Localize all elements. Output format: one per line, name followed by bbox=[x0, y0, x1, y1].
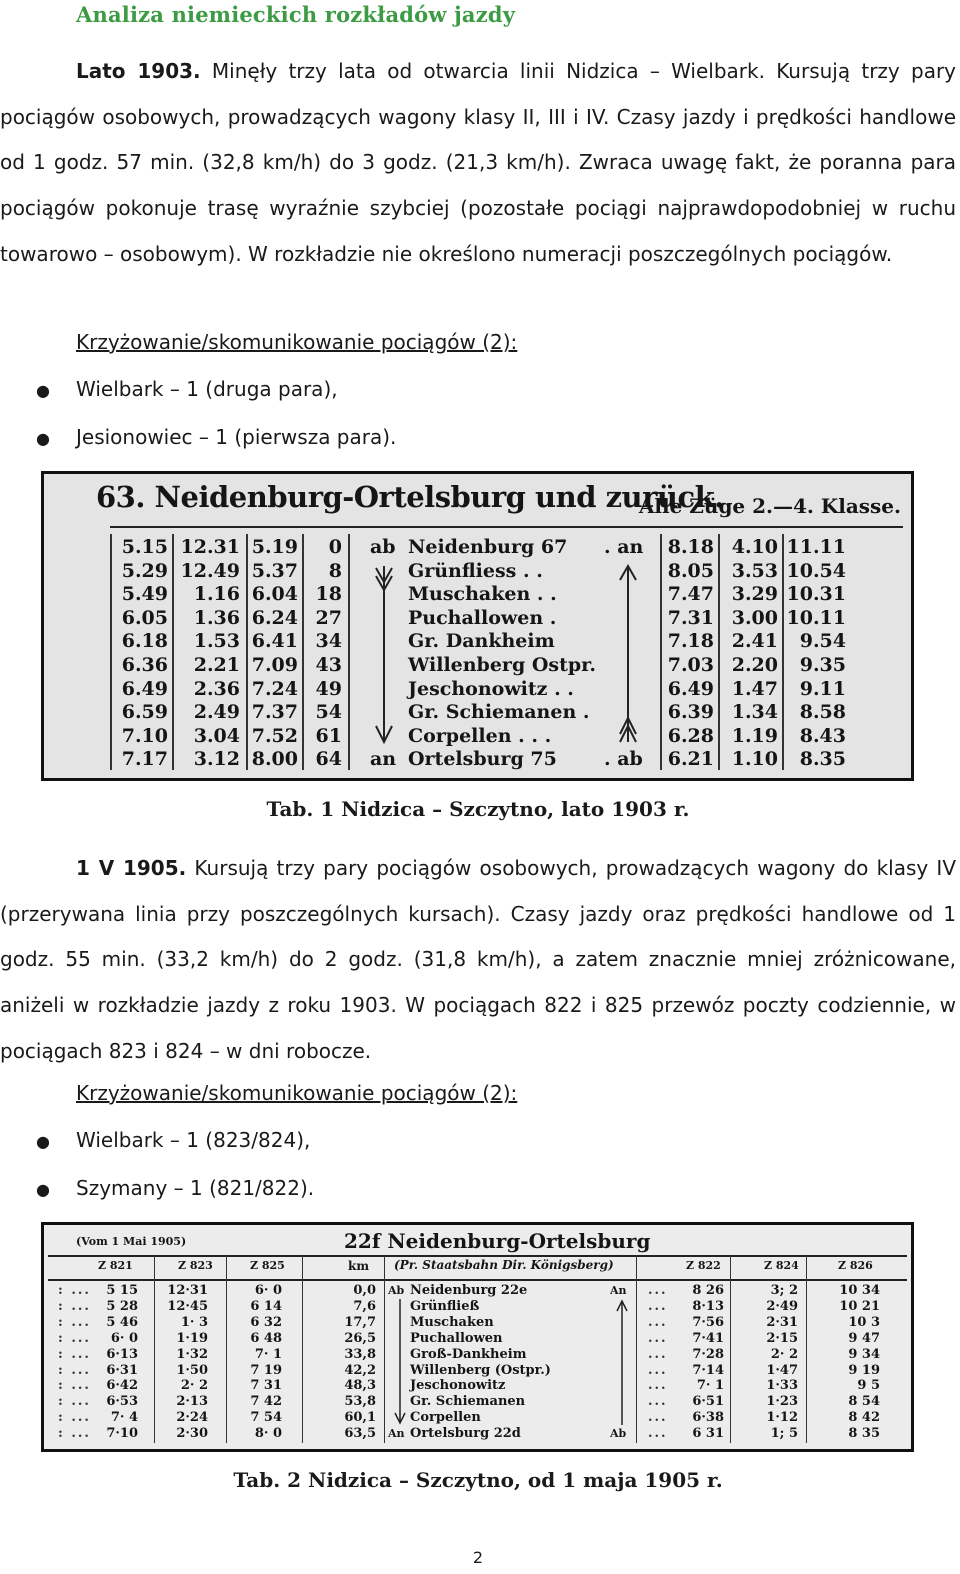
timetable-cell: 7·41 bbox=[692, 1330, 724, 1346]
timetable-cell: 7.10 bbox=[121, 724, 168, 747]
timetable-cell: Willenberg Ostpr. bbox=[408, 653, 597, 676]
bullet-icon: ● bbox=[36, 1180, 50, 1199]
timetable-cell: 7.17 bbox=[121, 748, 168, 771]
timetable-cell: 10 34 bbox=[839, 1283, 880, 1298]
timetable-cell: 1·19 bbox=[176, 1330, 208, 1346]
timetable-cell: 9.35 bbox=[799, 653, 846, 676]
timetable-cell: 7 31 bbox=[250, 1378, 282, 1394]
km-column bbox=[340, 1283, 376, 1442]
timetable-cell: 2·49 bbox=[766, 1298, 798, 1314]
timetable-cell: 1; 5 bbox=[770, 1426, 798, 1442]
paragraph-text: Minęły trzy lata od otwarcia linii Nidzica – Wielbark. Kursują trzy pary pociągów osobowych, prowadzących wagony klasy II, III i IV. Czasy jazdy i prędkości handlowe od 1 godz. 57 min. (32,8 km/h) do 3 godz. (21,3 km/h). Zwraca uwagę fakt, że poranna para pociągów pokonuje trasę wyraźnie szybciej (pozostałe pociągi najprawdopodobniej w ruchu towarowo – osobowym). W rozkładzie nie określono numeracji poszczególnych pociągów. bbox=[0, 59, 957, 266]
station-names bbox=[408, 536, 596, 772]
timetable-cell: 10.11 bbox=[786, 606, 846, 629]
timetable-cell: 5.15 bbox=[121, 536, 168, 558]
ab-marker: . ab bbox=[604, 748, 643, 770]
timetable-cell: 2.41 bbox=[731, 630, 778, 653]
list-item: ● Wielbark – 1 (823/824), bbox=[36, 1128, 311, 1152]
timetable-cell: 8 26 bbox=[692, 1283, 724, 1298]
timetable-cell: 6.49 bbox=[121, 677, 168, 700]
timetable-cell: 3.53 bbox=[731, 559, 778, 582]
timetable-cell: 5.37 bbox=[251, 559, 298, 582]
timetable-cell: 1·12 bbox=[766, 1410, 798, 1426]
timetable-cell: 48,3 bbox=[344, 1378, 376, 1394]
timetable-cell: 6·13 bbox=[106, 1346, 138, 1362]
arrival-times-train-824 bbox=[756, 1283, 798, 1442]
timetable-cell: 9 19 bbox=[848, 1362, 880, 1378]
timetable-cell: 11.11 bbox=[786, 536, 846, 558]
timetable-cell: 2·15 bbox=[766, 1330, 798, 1346]
timetable-cell: 6·42 bbox=[106, 1378, 138, 1394]
timetable-cell: 10 21 bbox=[839, 1298, 880, 1314]
timetable-cell: 7.18 bbox=[667, 630, 714, 653]
timetable-cell: 8.00 bbox=[251, 748, 298, 771]
timetable-cell: 6.49 bbox=[667, 677, 714, 700]
timetable-cell: 1.53 bbox=[193, 630, 240, 653]
departure-times-train-821 bbox=[94, 1283, 138, 1442]
timetable-cell: 7· 1 bbox=[254, 1346, 282, 1362]
timetable-validity: (Vom 1 Mai 1905) bbox=[76, 1235, 187, 1248]
arrival-times-train-3 bbox=[784, 536, 846, 772]
timetable-cell: 3.29 bbox=[731, 583, 778, 606]
an-marker: An bbox=[610, 1284, 627, 1297]
timetable-cell: 10.54 bbox=[786, 559, 846, 582]
timetable-cell: 8.43 bbox=[799, 724, 846, 747]
timetable-cell: 7 42 bbox=[250, 1394, 282, 1410]
timetable-cell: 1·33 bbox=[766, 1378, 798, 1394]
train-header: Z 826 bbox=[838, 1259, 873, 1272]
down-arrow-icon bbox=[394, 1299, 406, 1425]
timetable-cell: 60,1 bbox=[344, 1410, 376, 1426]
timetable-cell: Puchallowen . bbox=[408, 606, 557, 629]
timetable-cell: 7·10 bbox=[106, 1426, 138, 1442]
timetable-cell: 54 bbox=[315, 701, 342, 724]
timetable-cell: 8.05 bbox=[667, 559, 714, 582]
timetable-cell: 2.49 bbox=[193, 701, 240, 724]
timetable-cell: 61 bbox=[315, 724, 342, 747]
timetable-cell: 6.36 bbox=[121, 653, 168, 676]
timetable-cell: 0 bbox=[328, 536, 342, 558]
crossing-heading: Krzyżowanie/skomunikowanie pociągów (2): bbox=[76, 1081, 518, 1105]
timetable-cell: 53,8 bbox=[344, 1394, 376, 1410]
timetable-cell: 12.49 bbox=[180, 559, 240, 582]
timetable-cell: 1·23 bbox=[766, 1394, 798, 1410]
bullet-icon: ● bbox=[36, 1132, 50, 1151]
ab-marker: ab bbox=[370, 536, 396, 558]
timetable-cell: 6· 0 bbox=[254, 1283, 282, 1298]
railway-direction: (Pr. Staatsbahn Dir. Königsberg) bbox=[394, 1258, 614, 1272]
down-arrow-icon bbox=[372, 562, 396, 746]
timetable-cell: 5.19 bbox=[251, 536, 298, 558]
ab-marker: Ab bbox=[388, 1284, 405, 1297]
departure-times-train-2 bbox=[174, 536, 240, 772]
timetable-cell: 8.18 bbox=[667, 536, 714, 558]
departure-times-train-1 bbox=[116, 536, 168, 772]
timetable-cell: 1.16 bbox=[193, 583, 240, 606]
timetable-cell: 2·13 bbox=[176, 1394, 208, 1410]
timetable-cell: 6·53 bbox=[106, 1394, 138, 1410]
timetable-cell: 8.35 bbox=[799, 748, 846, 771]
timetable-cell: 6·51 bbox=[692, 1394, 724, 1410]
timetable-cell: 12.31 bbox=[180, 536, 240, 558]
departure-times-train-3 bbox=[248, 536, 298, 772]
timetable-cell: Corpellen bbox=[410, 1410, 481, 1426]
list-item: ● Szymany – 1 (821/822). bbox=[36, 1176, 315, 1200]
timetable-title: 63. Neidenburg-Ortelsburg und zurück. bbox=[96, 480, 724, 514]
train-header: Z 821 bbox=[98, 1259, 133, 1272]
timetable-cell: 0,0 bbox=[353, 1283, 376, 1298]
timetable-cell: 1.19 bbox=[731, 724, 778, 747]
station-names bbox=[410, 1283, 551, 1442]
timetable-cell: Jeschonowitz bbox=[410, 1378, 506, 1394]
timetable-cell: 6.24 bbox=[251, 606, 298, 629]
timetable-cell: 1.34 bbox=[731, 701, 778, 724]
an-marker: An bbox=[388, 1427, 405, 1440]
timetable-cell: Corpellen . . . bbox=[408, 724, 552, 747]
timetable-cell: 6·31 bbox=[106, 1362, 138, 1378]
timetable-cell: 7.52 bbox=[251, 724, 298, 747]
timetable-cell: 7 19 bbox=[250, 1362, 282, 1378]
timetable-cell: 9.54 bbox=[799, 630, 846, 653]
list-item: ● Jesionowiec – 1 (pierwsza para). bbox=[36, 425, 397, 449]
timetable-cell: Gr. Schiemanen . bbox=[408, 701, 590, 724]
timetable-cell: 8· 0 bbox=[254, 1426, 282, 1442]
km-column bbox=[304, 536, 342, 772]
timetable-cell: 10.31 bbox=[786, 583, 846, 606]
departure-times-train-825 bbox=[240, 1283, 282, 1442]
crossing-heading: Krzyżowanie/skomunikowanie pociągów (2): bbox=[76, 330, 518, 354]
timetable-cell: 8.58 bbox=[799, 701, 846, 724]
timetable-cell: 6.59 bbox=[121, 701, 168, 724]
timetable-cell: 26,5 bbox=[344, 1330, 376, 1346]
timetable-cell: 63,5 bbox=[344, 1426, 376, 1442]
paragraph-1905 bbox=[0, 846, 956, 1075]
timetable-cell: 2.36 bbox=[193, 677, 240, 700]
timetable-classes: Alle Züge 2.—4. Klasse. bbox=[638, 494, 901, 518]
timetable-cell: 7.03 bbox=[667, 653, 714, 676]
blank-column: : ... : ... : ... : ... : ... : ... : ... : ... : ... : ... bbox=[58, 1283, 91, 1442]
timetable-cell: 4.10 bbox=[731, 536, 778, 558]
an-marker: . an bbox=[604, 536, 644, 558]
km-header: km bbox=[348, 1259, 370, 1273]
timetable-cell: Muschaken bbox=[410, 1314, 494, 1330]
timetable-cell: 9 47 bbox=[848, 1330, 880, 1346]
timetable-cell: 2· 2 bbox=[180, 1378, 208, 1394]
train-header: Z 823 bbox=[178, 1259, 213, 1272]
timetable-cell: 1· 3 bbox=[180, 1314, 208, 1330]
arrival-times-train-2 bbox=[720, 536, 778, 772]
an-marker: an bbox=[370, 748, 397, 770]
timetable-cell: 6·38 bbox=[692, 1410, 724, 1426]
timetable-cell: 1.47 bbox=[731, 677, 778, 700]
timetable-cell: 2·30 bbox=[176, 1426, 208, 1442]
timetable-cell: 7.37 bbox=[251, 701, 298, 724]
timetable-cell: 7· 4 bbox=[110, 1410, 138, 1426]
timetable-cell: Jeschonowitz . . bbox=[408, 677, 574, 700]
timetable-cell: 42,2 bbox=[344, 1362, 376, 1378]
timetable-cell: 6.18 bbox=[121, 630, 168, 653]
timetable-cell: 8·13 bbox=[692, 1298, 724, 1314]
arrival-times-train-1 bbox=[662, 536, 714, 772]
timetable-cell: 5 15 bbox=[106, 1283, 138, 1298]
train-header: Z 825 bbox=[250, 1259, 285, 1272]
timetable-cell: 2.21 bbox=[193, 653, 240, 676]
timetable-cell: 12·31 bbox=[167, 1283, 208, 1298]
timetable-cell: Grünfliess . . bbox=[408, 559, 543, 582]
timetable-cell: 17,7 bbox=[344, 1314, 376, 1330]
timetable-cell: 6.21 bbox=[667, 748, 714, 771]
timetable-cell: 34 bbox=[315, 630, 342, 653]
table-caption-1: Tab. 1 Nidzica – Szczytno, lato 1903 r. bbox=[266, 797, 690, 821]
timetable-cell: 6.41 bbox=[251, 630, 298, 653]
timetable-cell: 27 bbox=[315, 606, 342, 629]
timetable-cell: Puchallowen bbox=[410, 1330, 503, 1346]
timetable-cell: 49 bbox=[315, 677, 342, 700]
timetable-cell: 10 3 bbox=[848, 1314, 880, 1330]
timetable-cell: 1·32 bbox=[176, 1346, 208, 1362]
up-arrow-icon bbox=[616, 1299, 628, 1425]
timetable-cell: 3.00 bbox=[731, 606, 778, 629]
blank-column: ... ... ... ... ... ... ... ... ... ... bbox=[648, 1283, 668, 1442]
timetable-1905-scan bbox=[41, 1222, 914, 1452]
timetable-cell: 5.29 bbox=[121, 559, 168, 582]
timetable-cell: 7 54 bbox=[250, 1410, 282, 1426]
timetable-cell: 64 bbox=[315, 748, 342, 771]
bullet-icon: ● bbox=[36, 429, 50, 448]
timetable-cell: 7.24 bbox=[251, 677, 298, 700]
timetable-cell: 6 48 bbox=[250, 1330, 282, 1346]
timetable-cell: 5.49 bbox=[121, 583, 168, 606]
timetable-cell: Ortelsburg 75 bbox=[408, 748, 557, 771]
timetable-cell: 3.04 bbox=[193, 724, 240, 747]
list-item: ● Wielbark – 1 (druga para), bbox=[36, 377, 338, 401]
timetable-cell: 2·24 bbox=[176, 1410, 208, 1426]
timetable-cell: 33,8 bbox=[344, 1346, 376, 1362]
timetable-cell: 2·31 bbox=[766, 1314, 798, 1330]
ab-marker: Ab bbox=[610, 1427, 627, 1440]
timetable-cell: 3.12 bbox=[193, 748, 240, 771]
timetable-cell: 9 34 bbox=[848, 1346, 880, 1362]
train-header: Z 824 bbox=[764, 1259, 799, 1272]
timetable-cell: 6.05 bbox=[121, 606, 168, 629]
timetable-cell: 1·50 bbox=[176, 1362, 208, 1378]
timetable-cell: 2· 2 bbox=[770, 1346, 798, 1362]
paragraph-lead: Lato 1903. bbox=[76, 59, 201, 83]
timetable-cell: 1.10 bbox=[731, 748, 778, 771]
timetable-cell: 12·45 bbox=[167, 1298, 208, 1314]
timetable-cell: 7·28 bbox=[692, 1346, 724, 1362]
timetable-cell: 1·47 bbox=[766, 1362, 798, 1378]
timetable-cell: 6· 0 bbox=[110, 1330, 138, 1346]
timetable-1903-scan bbox=[41, 471, 914, 781]
timetable-cell: 6 14 bbox=[250, 1298, 282, 1314]
timetable-cell: 6.39 bbox=[667, 701, 714, 724]
timetable-cell: 6.04 bbox=[251, 583, 298, 606]
timetable-cell: Neidenburg 22e bbox=[410, 1283, 528, 1298]
timetable-cell: 6.28 bbox=[667, 724, 714, 747]
timetable-cell: 7.09 bbox=[251, 653, 298, 676]
timetable-cell: 18 bbox=[315, 583, 342, 606]
section-heading: Analiza niemieckich rozkładów jazdy bbox=[76, 2, 516, 27]
timetable-cell: 5 46 bbox=[106, 1314, 138, 1330]
timetable-cell: 8 bbox=[328, 559, 342, 582]
timetable-cell: Muschaken . . bbox=[408, 583, 557, 606]
timetable-cell: 6 32 bbox=[250, 1314, 282, 1330]
timetable-cell: 7.47 bbox=[667, 583, 714, 606]
timetable-cell: 7·14 bbox=[692, 1362, 724, 1378]
timetable-cell: 7.31 bbox=[667, 606, 714, 629]
timetable-cell: 2.20 bbox=[731, 653, 778, 676]
timetable-cell: 5 28 bbox=[106, 1298, 138, 1314]
table-caption-2: Tab. 2 Nidzica – Szczytno, od 1 maja 1905 r. bbox=[233, 1468, 723, 1492]
timetable-cell: 8 35 bbox=[848, 1426, 880, 1442]
timetable-cell: Gr. Dankheim bbox=[408, 630, 555, 653]
timetable-cell: Willenberg (Ostpr.) bbox=[410, 1362, 551, 1378]
timetable-cell: Gr. Schiemanen bbox=[410, 1394, 526, 1410]
timetable-cell: Ortelsburg 22d bbox=[410, 1426, 521, 1442]
bullet-icon: ● bbox=[36, 381, 50, 400]
timetable-cell: 9.11 bbox=[799, 677, 846, 700]
paragraph-text: Kursują trzy pary pociągów osobowych, prowadzących wagony do klasy IV (przerywana linia przy poszczególnych kursach). Czasy jazdy oraz prędkości handlowe od 1 godz. 55 min. (33,2 km/h) do 2 godz. (31,8 km/h), a zatem znacznie mniej zróżnicowane, aniżeli w rozkładzie jazdy z roku 1903. W pociągach 822 i 825 przewóz poczty codziennie, w pociągach 823 i 824 – w dni robocze. bbox=[0, 856, 957, 1063]
timetable-cell: 7,6 bbox=[353, 1298, 376, 1314]
timetable-cell: Neidenburg 67 bbox=[408, 536, 568, 558]
train-header: Z 822 bbox=[686, 1259, 721, 1272]
departure-times-train-823 bbox=[164, 1283, 208, 1442]
arrival-times-train-822 bbox=[682, 1283, 724, 1442]
timetable-cell: 7·56 bbox=[692, 1314, 724, 1330]
paragraph-lead: 1 V 1905. bbox=[76, 856, 187, 880]
timetable-cell: 8 42 bbox=[848, 1410, 880, 1426]
timetable-cell: Grünfließ bbox=[410, 1298, 480, 1314]
page-number: 2 bbox=[472, 1548, 484, 1567]
timetable-cell: 6 31 bbox=[692, 1426, 724, 1442]
timetable-cell: 8 54 bbox=[848, 1394, 880, 1410]
up-arrow-icon bbox=[616, 562, 640, 746]
timetable-cell: Groß-Dankheim bbox=[410, 1346, 527, 1362]
timetable-cell: 9 5 bbox=[857, 1378, 880, 1394]
timetable-cell: 7· 1 bbox=[696, 1378, 724, 1394]
timetable-title: 22f Neidenburg-Ortelsburg bbox=[344, 1229, 651, 1253]
paragraph-summer-1903 bbox=[0, 49, 956, 278]
timetable-cell: 43 bbox=[315, 653, 342, 676]
arrival-times-train-826 bbox=[830, 1283, 880, 1442]
timetable-cell: 1.36 bbox=[193, 606, 240, 629]
timetable-cell: 3; 2 bbox=[770, 1283, 798, 1298]
